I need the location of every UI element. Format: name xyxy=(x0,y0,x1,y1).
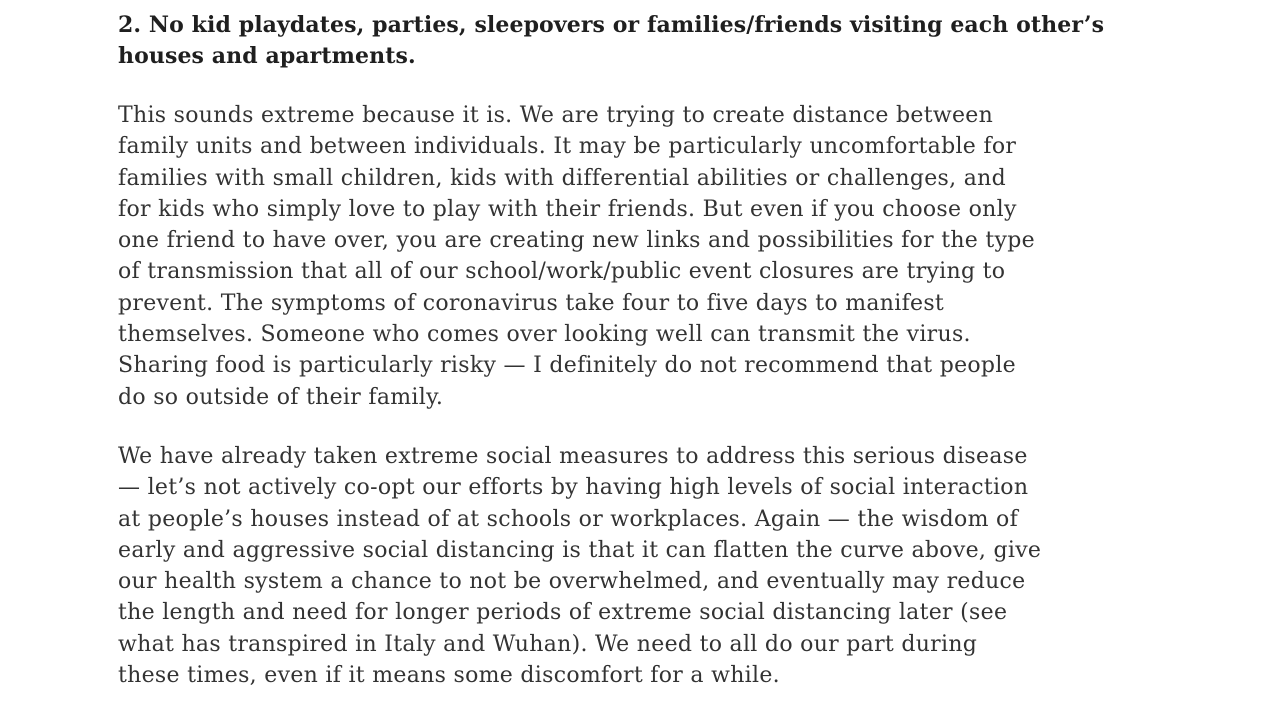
heading-line: 2. No kid playdates, parties, sleepovers or families/friends visiting each other’s xyxy=(118,12,1105,38)
paragraph-line: the length and need for longer periods of extreme social distancing later (see xyxy=(118,600,1008,626)
paragraph-line: We have already taken extreme social measures to address this serious disease xyxy=(118,443,1028,469)
paragraph-line: early and aggressive social distancing is that it can flatten the curve above, give xyxy=(118,537,1042,563)
paragraph-line: do so outside of their family. xyxy=(118,384,444,410)
paragraph-line: families with small children, kids with differential abilities or challenges, and xyxy=(118,165,1006,191)
paragraph-line: at people’s houses instead of at schools or workplaces. Again — the wisdom of xyxy=(118,506,1019,532)
section-heading xyxy=(118,10,1198,72)
paragraph-line: our health system a chance to not be overwhelmed, and eventually may reduce xyxy=(118,569,1026,595)
paragraph-line: for kids who simply love to play with their friends. But even if you choose only xyxy=(118,196,1017,222)
paragraph-line: what has transpired in Italy and Wuhan). We need to all do our part during xyxy=(118,631,978,657)
paragraph-line: — let’s not actively co-opt our efforts by having high levels of social interaction xyxy=(118,475,1029,501)
paragraph-social-measures xyxy=(118,441,1198,691)
paragraph-line: prevent. The symptoms of coronavirus take four to five days to manifest xyxy=(118,290,945,316)
paragraph-line: This sounds extreme because it is. We are trying to create distance between xyxy=(118,103,994,128)
paragraph-line: these times, even if it means some discomfort for a while. xyxy=(118,663,780,689)
paragraph-line: one friend to have over, you are creating new links and possibilities for the type xyxy=(118,228,1035,254)
paragraph-line: of transmission that all of our school/work/public event closures are trying to xyxy=(118,259,1006,285)
paragraph-line: family units and between individuals. It may be particularly uncomfortable for xyxy=(118,134,1017,160)
paragraph-line: Sharing food is particularly risky — I definitely do not recommend that people xyxy=(118,353,1016,379)
paragraph-line: themselves. Someone who comes over looking well can transmit the virus. xyxy=(118,322,971,348)
paragraph-no-playdates xyxy=(118,100,1198,413)
article-body xyxy=(118,10,1198,691)
heading-line: houses and apartments. xyxy=(118,43,416,69)
